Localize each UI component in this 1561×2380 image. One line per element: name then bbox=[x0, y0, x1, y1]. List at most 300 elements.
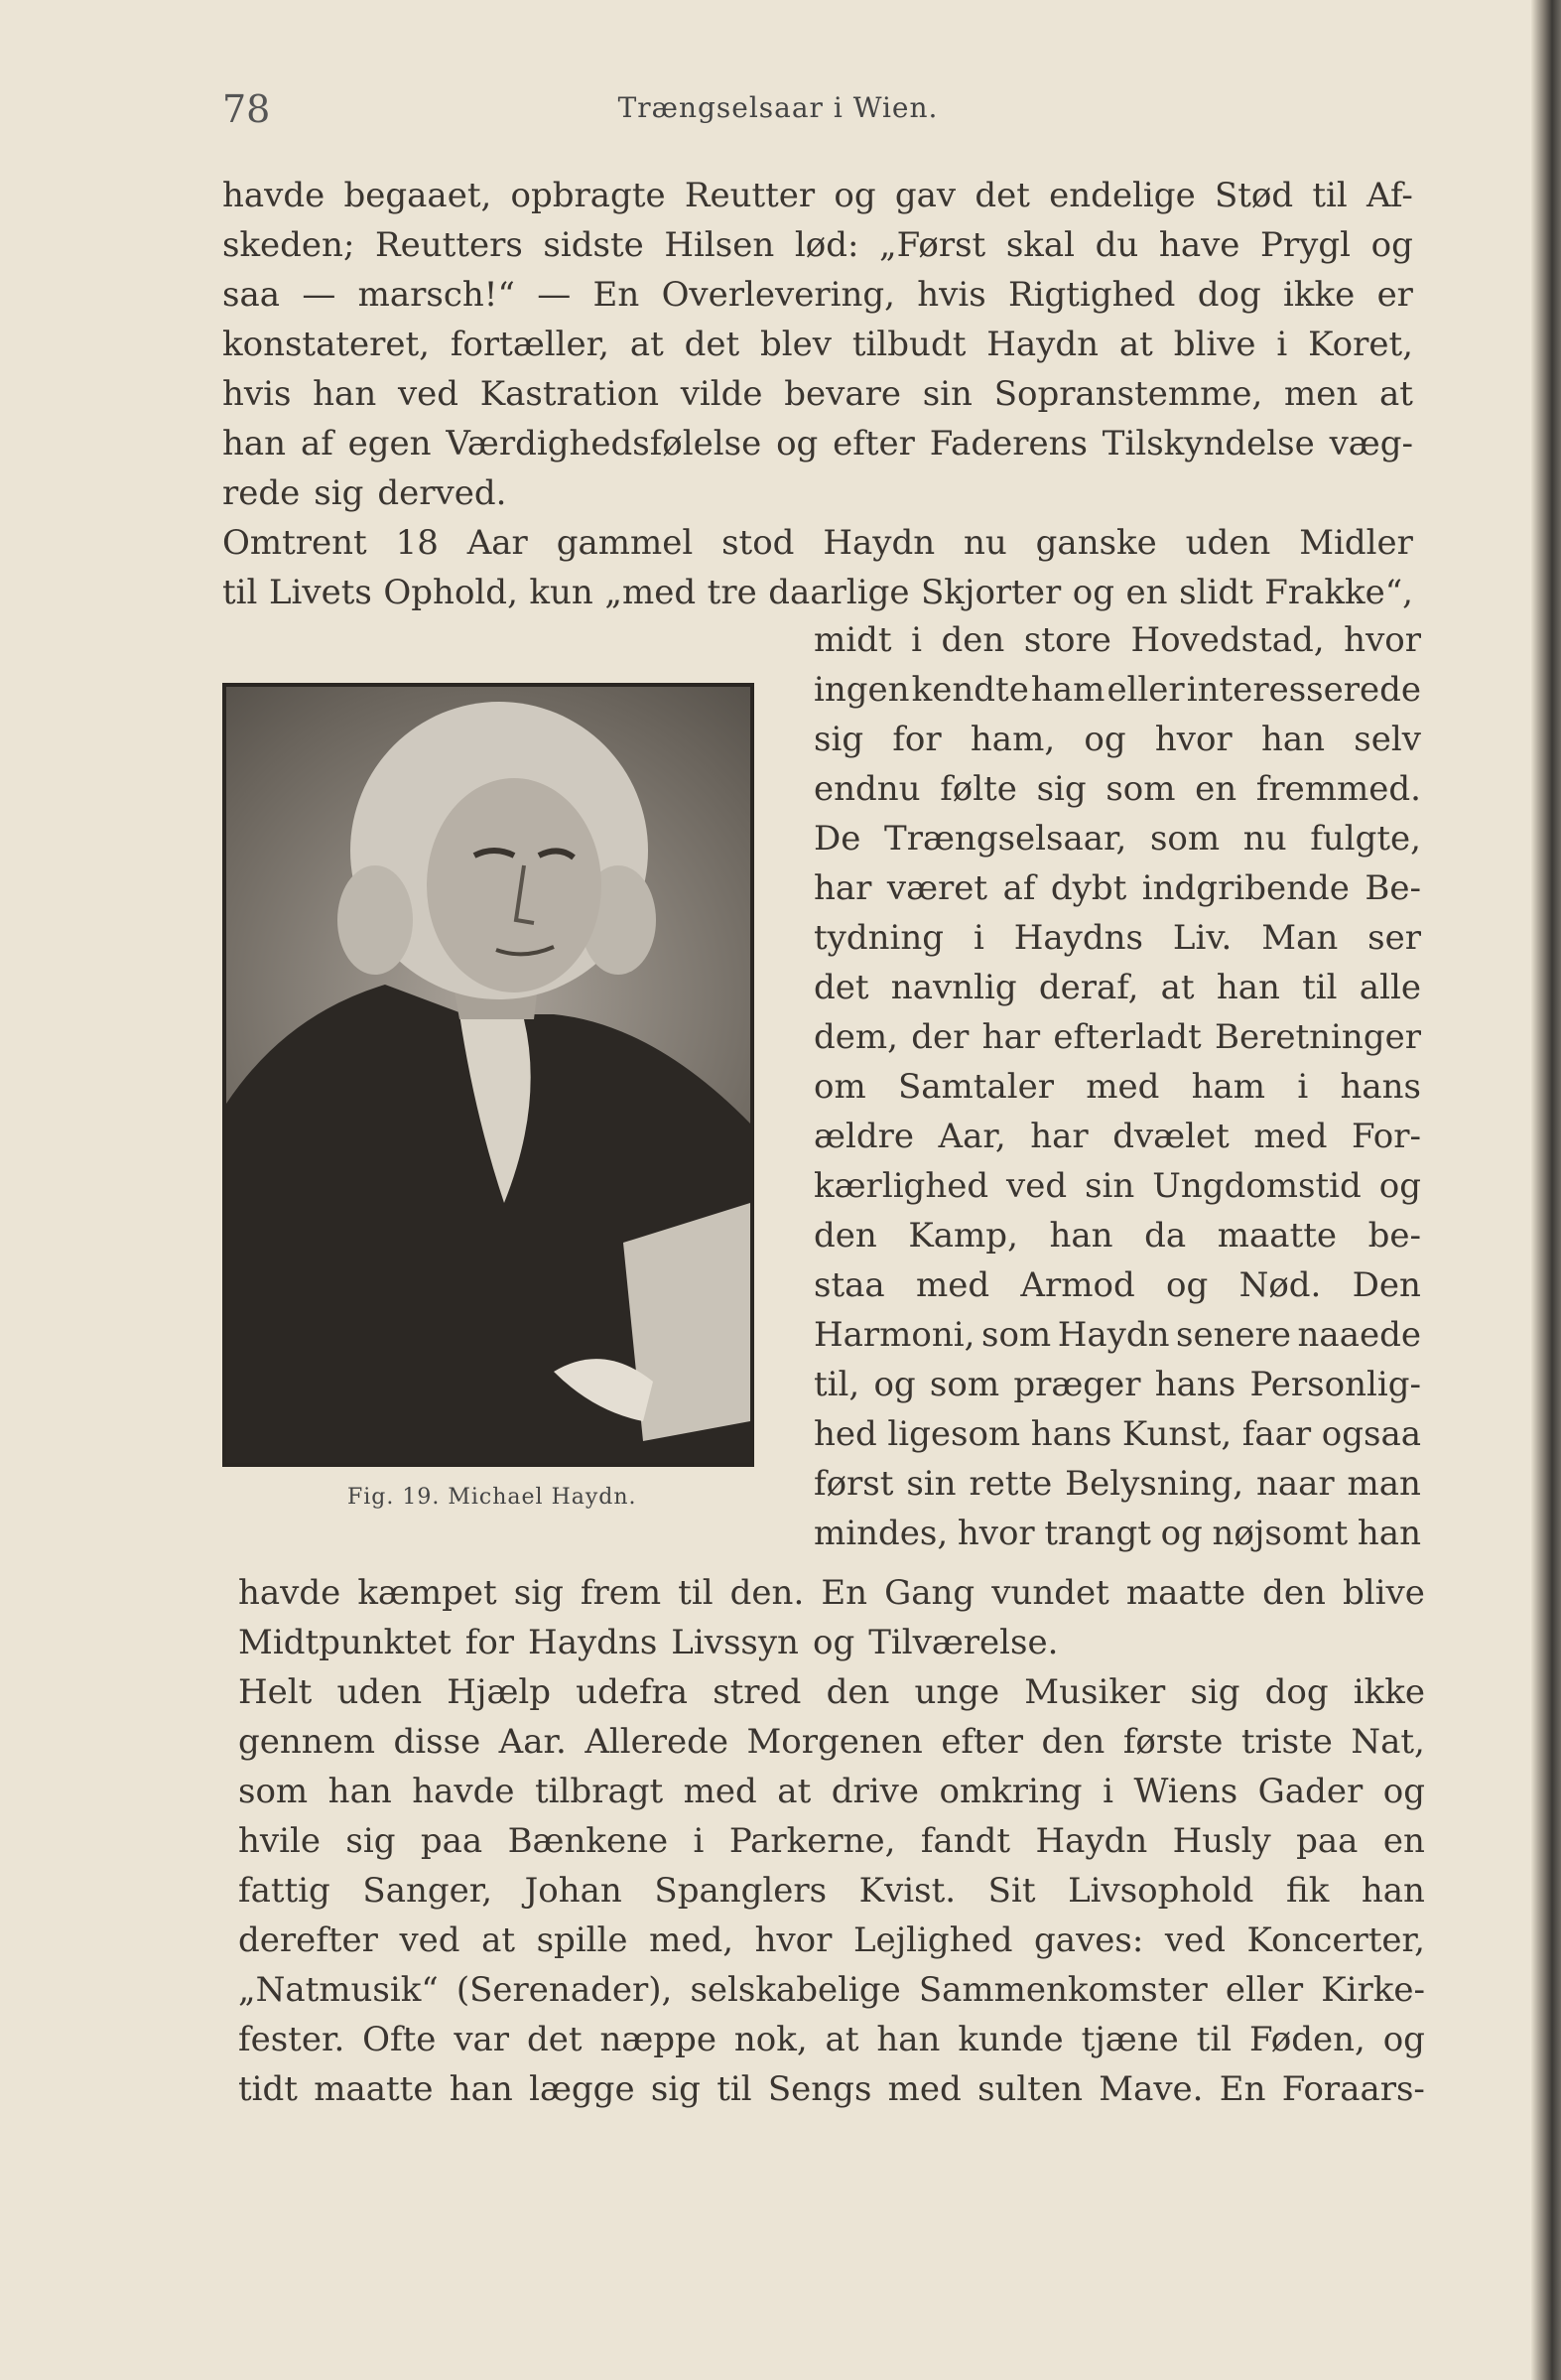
word: ser bbox=[1367, 918, 1421, 958]
word: følte bbox=[940, 769, 1017, 809]
word: dybt bbox=[1050, 868, 1127, 908]
word: Gang bbox=[884, 1573, 976, 1613]
text-line bbox=[238, 1965, 1425, 2015]
word: var bbox=[454, 2020, 510, 2059]
text-line bbox=[814, 1161, 1421, 1211]
word: hvile bbox=[238, 1821, 321, 1861]
word: Hilsen bbox=[664, 225, 775, 265]
word: Skjorter bbox=[921, 573, 1062, 612]
word: og bbox=[1072, 573, 1114, 612]
word: sig bbox=[814, 720, 864, 759]
page-header bbox=[222, 87, 1334, 137]
word: marsch!“ bbox=[357, 275, 515, 315]
word: Sit bbox=[987, 1871, 1036, 1911]
page-number: 78 bbox=[222, 87, 271, 131]
word: tydning bbox=[814, 918, 945, 958]
word: vundet bbox=[991, 1573, 1109, 1613]
word: gennem bbox=[238, 1722, 376, 1762]
text-line bbox=[814, 863, 1421, 913]
word: og bbox=[1084, 720, 1126, 759]
word: han bbox=[1216, 968, 1280, 1007]
word: tilbragt bbox=[535, 1772, 664, 1811]
word: han bbox=[1260, 720, 1326, 759]
word: Allerede bbox=[585, 1722, 728, 1762]
paragraph-right bbox=[814, 615, 1421, 1558]
word: Midler bbox=[1299, 523, 1413, 563]
word: det bbox=[975, 176, 1030, 215]
word: Haydn bbox=[823, 523, 936, 563]
word: nok, bbox=[733, 2020, 808, 2059]
word: som bbox=[1106, 769, 1176, 809]
word: han bbox=[327, 1772, 392, 1811]
word: sidste bbox=[543, 225, 644, 265]
word: Frakke“, bbox=[1264, 573, 1413, 612]
word: at bbox=[481, 1920, 516, 1960]
word: hvor bbox=[957, 1514, 1035, 1553]
word: fremmed. bbox=[1255, 769, 1421, 809]
word: Lejlighed bbox=[852, 1920, 1013, 1960]
word: Aar, bbox=[938, 1117, 1006, 1156]
word: opbragte bbox=[510, 176, 666, 215]
word: kun bbox=[529, 573, 593, 612]
running-title: Trængselsaar i Wien. bbox=[617, 91, 939, 124]
word: navnlig bbox=[890, 968, 1017, 1007]
word: dog bbox=[1264, 1672, 1329, 1712]
word: Wiens bbox=[1133, 1772, 1238, 1811]
word: triste bbox=[1240, 1722, 1333, 1762]
word: har bbox=[1030, 1117, 1089, 1156]
word: hvor bbox=[1154, 720, 1233, 759]
word: „Natmusik“ bbox=[238, 1970, 439, 2010]
word: til bbox=[222, 573, 258, 612]
word: sin bbox=[922, 374, 973, 414]
word: med bbox=[683, 1772, 757, 1811]
word: det bbox=[814, 968, 869, 1007]
word: sin bbox=[1085, 1166, 1135, 1206]
word: væg- bbox=[1329, 424, 1413, 463]
word: i bbox=[911, 620, 922, 660]
word: selv bbox=[1354, 720, 1421, 759]
word: sin bbox=[906, 1464, 957, 1504]
word: i bbox=[1297, 1067, 1309, 1107]
word: Hjælp bbox=[447, 1672, 552, 1712]
word: Kastration bbox=[479, 374, 659, 414]
text-line bbox=[814, 1260, 1421, 1310]
word: kæmpet bbox=[357, 1573, 497, 1613]
word: ikke bbox=[1353, 1672, 1425, 1712]
word: stred bbox=[713, 1672, 802, 1712]
word: præger bbox=[1013, 1365, 1141, 1404]
word: Tilværelse. bbox=[868, 1623, 1059, 1662]
word: maatte bbox=[1217, 1216, 1338, 1256]
word: Føden, bbox=[1249, 2020, 1366, 2059]
text-line bbox=[238, 1767, 1425, 1816]
text-line bbox=[814, 913, 1421, 963]
word: Sanger, bbox=[362, 1871, 493, 1911]
word: endnu bbox=[814, 769, 921, 809]
word: skal bbox=[1005, 225, 1076, 265]
word: ingen bbox=[814, 670, 910, 710]
word: En bbox=[1219, 2069, 1266, 2109]
word: ældre bbox=[814, 1117, 914, 1156]
word: Livets bbox=[268, 573, 372, 612]
text-line bbox=[814, 963, 1421, 1012]
word: spille bbox=[536, 1920, 628, 1960]
word: hans bbox=[1030, 1414, 1112, 1454]
word: lød: bbox=[794, 225, 859, 265]
word: havde bbox=[412, 1772, 515, 1811]
word: Haydn bbox=[986, 325, 1100, 364]
word: Liv. bbox=[1172, 918, 1233, 958]
word: at bbox=[629, 325, 664, 364]
word: selskabelige bbox=[690, 1970, 901, 2010]
word: han bbox=[1361, 1871, 1425, 1911]
word: ham, bbox=[970, 720, 1056, 759]
text-line bbox=[814, 715, 1421, 764]
word: Af- bbox=[1366, 176, 1413, 215]
word: og bbox=[1382, 2020, 1425, 2059]
word: man bbox=[1347, 1464, 1421, 1504]
word: tjæne bbox=[1081, 2020, 1179, 2059]
word: ved bbox=[399, 1920, 460, 1960]
word: Foraars- bbox=[1281, 2069, 1425, 2109]
word: maatte bbox=[1125, 1573, 1246, 1613]
word: i bbox=[1276, 325, 1288, 364]
word: fester. bbox=[238, 2020, 345, 2059]
text-line bbox=[222, 171, 1413, 220]
word: til bbox=[1302, 968, 1338, 1007]
word: Ofte bbox=[362, 2020, 437, 2059]
word: kendte bbox=[911, 670, 1029, 710]
word: tidt bbox=[238, 2069, 298, 2109]
text-line bbox=[222, 568, 1413, 617]
word: „Først bbox=[879, 225, 986, 265]
word: blive bbox=[1173, 325, 1256, 364]
word: rette bbox=[969, 1464, 1053, 1504]
word: indgribende bbox=[1141, 868, 1350, 908]
text-line bbox=[238, 1717, 1425, 1767]
text-line bbox=[222, 468, 1413, 518]
word: Ungdomstid bbox=[1152, 1166, 1362, 1206]
word: det bbox=[684, 325, 740, 364]
text-line bbox=[238, 1916, 1425, 1965]
word: hed bbox=[814, 1414, 877, 1454]
word: Parkerne, bbox=[728, 1821, 896, 1861]
text-line bbox=[814, 1012, 1421, 1062]
word: sig bbox=[650, 2069, 701, 2109]
word: 18 bbox=[395, 523, 439, 563]
paragraph-top bbox=[222, 171, 1413, 617]
text-line bbox=[238, 1667, 1425, 1717]
word: be- bbox=[1367, 1216, 1421, 1256]
word: Be- bbox=[1365, 868, 1421, 908]
word: Rigtighed bbox=[1008, 275, 1176, 315]
text-line bbox=[238, 2015, 1425, 2064]
word: som bbox=[981, 1315, 1052, 1355]
text-line bbox=[222, 220, 1413, 270]
word: mindes, bbox=[814, 1514, 949, 1553]
word: som bbox=[238, 1772, 309, 1811]
text-line bbox=[814, 665, 1421, 715]
word: drive bbox=[831, 1772, 919, 1811]
word: den bbox=[941, 620, 1005, 660]
text-line bbox=[814, 1509, 1421, 1558]
word: uden bbox=[1185, 523, 1271, 563]
word: den bbox=[826, 1672, 890, 1712]
word: som bbox=[1149, 819, 1221, 859]
word: i bbox=[693, 1821, 705, 1861]
word: — bbox=[537, 275, 572, 315]
word: staa bbox=[814, 1265, 885, 1305]
text-line bbox=[238, 2064, 1425, 2114]
word: Haydn bbox=[1035, 1821, 1148, 1861]
word: derved. bbox=[377, 473, 507, 513]
word: at bbox=[1118, 325, 1153, 364]
word: til bbox=[1196, 2020, 1233, 2059]
word: For- bbox=[1352, 1117, 1421, 1156]
word: En bbox=[821, 1573, 868, 1613]
word: Faderens bbox=[929, 424, 1088, 463]
word: Musiker bbox=[1024, 1672, 1166, 1712]
word: en bbox=[1195, 769, 1237, 809]
word: Kirke- bbox=[1321, 1970, 1425, 2010]
word: disse bbox=[393, 1722, 481, 1762]
word: Kamp, bbox=[908, 1216, 1018, 1256]
word: en bbox=[1125, 573, 1168, 612]
word: sig bbox=[345, 1821, 396, 1861]
word: efter bbox=[833, 424, 915, 463]
word: Bænkene bbox=[507, 1821, 669, 1861]
word: Spanglers bbox=[654, 1871, 828, 1911]
word: unge bbox=[914, 1672, 1000, 1712]
word: begaaet, bbox=[343, 176, 492, 215]
word: ved bbox=[1164, 1920, 1226, 1960]
word: midt bbox=[814, 620, 892, 660]
word: Ophold, bbox=[383, 573, 518, 612]
word: fattig bbox=[238, 1871, 330, 1911]
text-line bbox=[222, 369, 1413, 419]
word: egen bbox=[347, 424, 432, 463]
paragraph-bottom bbox=[238, 1568, 1425, 2114]
word: Koncerter, bbox=[1246, 1920, 1425, 1960]
word: slidt bbox=[1179, 573, 1253, 612]
word: og bbox=[1160, 1514, 1203, 1553]
word: første bbox=[1122, 1722, 1224, 1762]
word: hans bbox=[1154, 1365, 1236, 1404]
text-line bbox=[814, 1409, 1421, 1459]
word: at bbox=[777, 1772, 812, 1811]
word: du bbox=[1095, 225, 1139, 265]
word: ogsaa bbox=[1321, 1414, 1421, 1454]
word: Haydn bbox=[1057, 1315, 1170, 1355]
word: Mave. bbox=[1099, 2069, 1204, 2109]
text-line bbox=[814, 1310, 1421, 1360]
word: fik bbox=[1286, 1871, 1330, 1911]
word: eller bbox=[1106, 670, 1185, 710]
word: er bbox=[1376, 275, 1413, 315]
word: ham bbox=[1191, 1067, 1266, 1107]
word: skeden; bbox=[222, 225, 355, 265]
word: kærlighed bbox=[814, 1166, 989, 1206]
word: Beretninger bbox=[1215, 1017, 1421, 1057]
word: til bbox=[1312, 176, 1348, 215]
portrait-illustration bbox=[226, 687, 750, 1463]
word: omkring bbox=[939, 1772, 1083, 1811]
word: store bbox=[1023, 620, 1111, 660]
word: fortæller, bbox=[450, 325, 609, 364]
word: interesserede bbox=[1186, 670, 1421, 710]
word: og bbox=[873, 1365, 916, 1404]
word: Sammenkomster bbox=[918, 1970, 1208, 2010]
word: havde bbox=[238, 1573, 341, 1613]
word: den bbox=[1041, 1722, 1106, 1762]
text-line bbox=[238, 1568, 1425, 1618]
word: Tilskyndelse bbox=[1102, 424, 1315, 463]
word: Hovedstad, bbox=[1130, 620, 1325, 660]
word: den. bbox=[729, 1573, 805, 1613]
text-line bbox=[814, 814, 1421, 863]
word: han bbox=[313, 374, 377, 414]
word: i bbox=[973, 918, 984, 958]
word: naaede bbox=[1297, 1315, 1421, 1355]
word: hvor bbox=[1344, 620, 1421, 660]
word: og bbox=[812, 1623, 855, 1662]
word: blive bbox=[1343, 1573, 1425, 1613]
portrait-figure bbox=[222, 683, 754, 1467]
word: Livssyn bbox=[671, 1623, 799, 1662]
word: paa bbox=[1296, 1821, 1359, 1861]
word: (Serenader), bbox=[455, 1970, 673, 2010]
word: Belysning, bbox=[1065, 1464, 1244, 1504]
word: „med bbox=[604, 573, 697, 612]
word: faar bbox=[1241, 1414, 1312, 1454]
word: Prygl bbox=[1260, 225, 1352, 265]
word: ved bbox=[397, 374, 459, 414]
word: stod bbox=[721, 523, 795, 563]
word: som bbox=[929, 1365, 1000, 1404]
word: udefra bbox=[576, 1672, 689, 1712]
word: De bbox=[814, 819, 861, 859]
word: havde bbox=[222, 176, 325, 215]
word: hans bbox=[1340, 1067, 1421, 1107]
text-line bbox=[814, 1062, 1421, 1112]
word: frem bbox=[580, 1573, 662, 1613]
word: Husly bbox=[1172, 1821, 1271, 1861]
word: have bbox=[1158, 225, 1240, 265]
text-line bbox=[814, 1459, 1421, 1509]
word: konstateret, bbox=[222, 325, 430, 364]
word: til bbox=[716, 2069, 752, 2109]
word: Gader bbox=[1257, 1772, 1364, 1811]
word: Aar. bbox=[498, 1722, 567, 1762]
text-line bbox=[222, 320, 1413, 369]
word: med, bbox=[649, 1920, 734, 1960]
word: Haydns bbox=[1013, 918, 1144, 958]
word: senere bbox=[1176, 1315, 1291, 1355]
word: derefter bbox=[238, 1920, 378, 1960]
word: af bbox=[300, 424, 333, 463]
word: har bbox=[981, 1017, 1041, 1057]
word: ganske bbox=[1035, 523, 1157, 563]
word: den bbox=[814, 1216, 877, 1256]
word: dog bbox=[1197, 275, 1261, 315]
word: Sengs bbox=[767, 2069, 872, 2109]
word: sulten bbox=[977, 2069, 1083, 2109]
word: dvælet bbox=[1112, 1117, 1230, 1156]
word: eller bbox=[1225, 1970, 1304, 2010]
word: for bbox=[892, 720, 942, 759]
page-edge-shadow bbox=[1531, 0, 1561, 2380]
word: at bbox=[1378, 374, 1413, 414]
word: Harmoni, bbox=[814, 1315, 976, 1355]
word: fulgte, bbox=[1310, 819, 1421, 859]
word: Sopranstemme, bbox=[993, 374, 1263, 414]
word: daarlige bbox=[768, 573, 910, 612]
word: men bbox=[1284, 374, 1359, 414]
figure-caption: Fig. 19. Michael Haydn. bbox=[347, 1485, 637, 1510]
word: og bbox=[1378, 1166, 1421, 1206]
word: Helt bbox=[238, 1672, 313, 1712]
word: — bbox=[302, 275, 336, 315]
word: han bbox=[1357, 1514, 1421, 1553]
word: gav bbox=[894, 176, 957, 215]
word: og bbox=[776, 424, 819, 463]
word: hvis bbox=[222, 374, 292, 414]
word: blev bbox=[760, 325, 833, 364]
word: Trængselsaar, bbox=[884, 819, 1127, 859]
word: han bbox=[876, 2020, 941, 2059]
word: alle bbox=[1359, 968, 1421, 1007]
word: ligesom bbox=[887, 1414, 1021, 1454]
word: sig bbox=[1190, 1672, 1240, 1712]
word: Haydns bbox=[528, 1623, 658, 1662]
word: sig bbox=[513, 1573, 564, 1613]
word: naar bbox=[1255, 1464, 1335, 1504]
word: Koret, bbox=[1308, 325, 1413, 364]
word: Aar bbox=[466, 523, 528, 563]
word: ikke bbox=[1283, 275, 1356, 315]
word: lægge bbox=[529, 2069, 635, 2109]
word: til bbox=[678, 1573, 714, 1613]
word: sig bbox=[1036, 769, 1087, 809]
word: Nød. bbox=[1238, 1265, 1322, 1305]
word: at bbox=[825, 2020, 859, 2059]
word: og bbox=[1166, 1265, 1209, 1305]
word: til, bbox=[814, 1365, 860, 1404]
word: Overlevering, bbox=[661, 275, 895, 315]
text-line bbox=[814, 1211, 1421, 1260]
word: Den bbox=[1352, 1265, 1421, 1305]
word: Armod bbox=[1020, 1265, 1135, 1305]
word: Johan bbox=[524, 1871, 622, 1911]
word: næppe bbox=[599, 2020, 716, 2059]
word: gammel bbox=[556, 523, 694, 563]
word: Kvist. bbox=[858, 1871, 957, 1911]
word: deraf, bbox=[1038, 968, 1139, 1007]
word: først bbox=[814, 1464, 894, 1504]
word: af bbox=[1002, 868, 1036, 908]
word: uden bbox=[336, 1672, 423, 1712]
word: tilbudt bbox=[851, 325, 967, 364]
word: efterladt bbox=[1053, 1017, 1202, 1057]
word: med bbox=[915, 1265, 990, 1305]
word: været bbox=[886, 868, 988, 908]
word: nu bbox=[963, 523, 1007, 563]
word: Stød bbox=[1214, 176, 1294, 215]
word: for bbox=[464, 1623, 515, 1662]
word: kunde bbox=[958, 2020, 1064, 2059]
word: han bbox=[1049, 1216, 1113, 1256]
